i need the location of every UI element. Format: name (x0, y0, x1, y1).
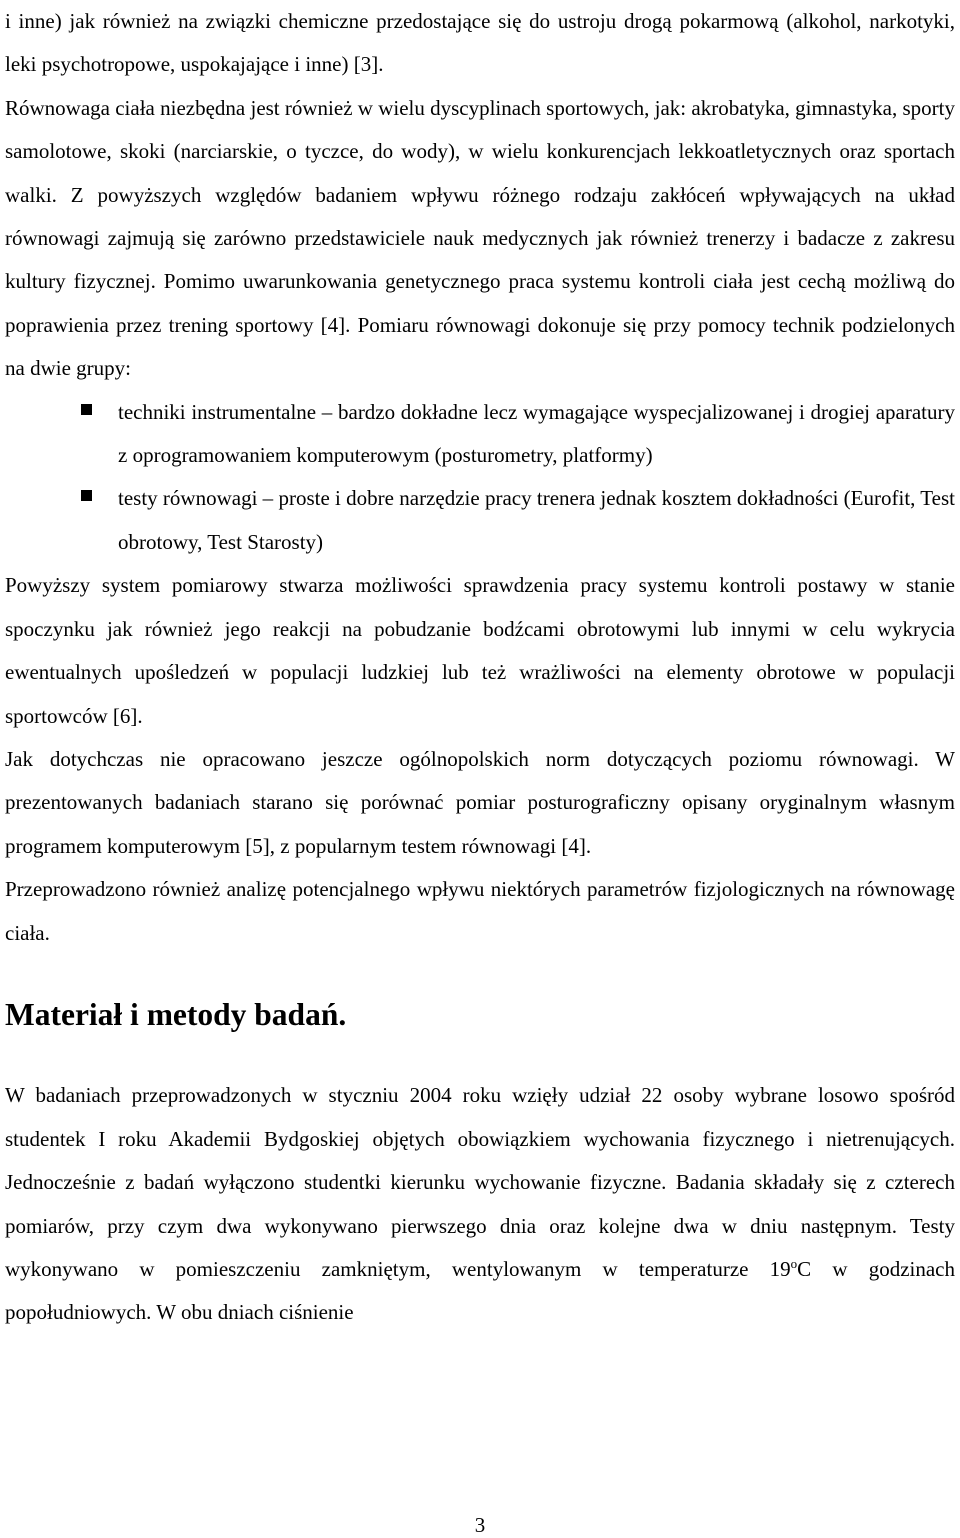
section-heading: Materiał i metody badań. (5, 996, 347, 1032)
square-bullet-icon (81, 477, 113, 520)
paragraph-measurement-system: Powyższy system pomiarowy stwarza możliwości sprawdzenia pracy systemu kontroli postawy w stanie spoczynku jak również jego reakcji na pobudzanie bodźcami obrotowymi lub innymi w celu wykrycia ewentualnych upośledzeń w populacji ludzkiej lub też wrażliwości na elementy obrotowe w populacji sportowców [6]. (5, 573, 955, 728)
degree-superscript: o (790, 1255, 798, 1271)
methods-text-end: C w godzinach popołudniowych. W obu dniach ciśnienie (5, 1256, 955, 1325)
paragraph-continued: i inne) jak również na związki chemiczne przedostające się do ustroju drogą pokarmową (alkohol, narkotyki, leki psychotropowe, uspokajające i inne) [3]. (5, 9, 955, 77)
list-item-text: testy równowagi – proste i dobre narzędzie pracy trenera jednak kosztem dokładności (Eurofit, Test obrotowy, Test Starosty) (118, 486, 955, 554)
methods-text: W badaniach przeprowadzonych w styczniu 2004 roku wzięły udział 22 osoby wybrane losowo spośród studentek I roku Akademii Bydgoskiej objętych obowiązkiem wychowania fizycznego i nietrenujących. Jednocześnie z badań wyłączono studentki kierunku wychowanie fizyczne. Badania składały się z czterech pomiarów, przy czym dwa wykonywano pierwszego dnia oraz kolejne dwa w dniu następnym. Testy wykonywano w pomieszczeniu zamkniętym, wentylowanym w temperaturze 19 (5, 1083, 955, 1281)
square-bullet-icon (81, 391, 113, 434)
page-number: 3 (474, 1513, 486, 1537)
paragraph-methods (5, 1074, 955, 1334)
document-page (5, 0, 955, 1335)
paragraph-norms: Jak dotychczas nie opracowano jeszcze ogólnopolskich norm dotyczących poziomu równowagi. W prezentowanych badaniach starano się porównać pomiar posturograficzny opisany oryginalnym własnym programem komputerowym [5], z popularnym testem równowagi [4]. (5, 746, 955, 858)
paragraph-analysis: Przeprowadzono również analizę potencjalnego wpływu niektórych parametrów fizjologicznych na równowagę ciała. (5, 877, 955, 945)
list-item-text: techniki instrumentalne – bardzo dokładne lecz wymagające wyspecjalizowanej i drogiej aparatury z oprogramowaniem komputerowym (posturometry, platformy) (118, 399, 955, 468)
list-item (5, 391, 955, 478)
paragraph-balance-sports: Równowaga ciała niezbędna jest również w wielu dyscyplinach sportowych, jak: akrobatyka, gimnastyka, sporty samolotowe, skoki (narciarskie, o tyczce, do wody), w wielu konkurencjach lekkoatletycznych oraz sportach walki. Z powyższych względów badaniem wpływu różnego rodzaju zakłóceń wpływających na układ równowagi zajmują się zarówno przedstawiciele nauk medycznych jak również trenerzy i badacze z zakresu kultury fizycznej. Pomimo uwarunkowania genetycznego praca systemu kontroli ciała jest cechą możliwą do poprawienia przez trening sportowy [4]. Pomiaru równowagi dokonuje się przy pomocy technik podzielonych na dwie grupy: (5, 95, 955, 381)
measurement-techniques-list (5, 391, 955, 565)
list-item (5, 477, 955, 564)
